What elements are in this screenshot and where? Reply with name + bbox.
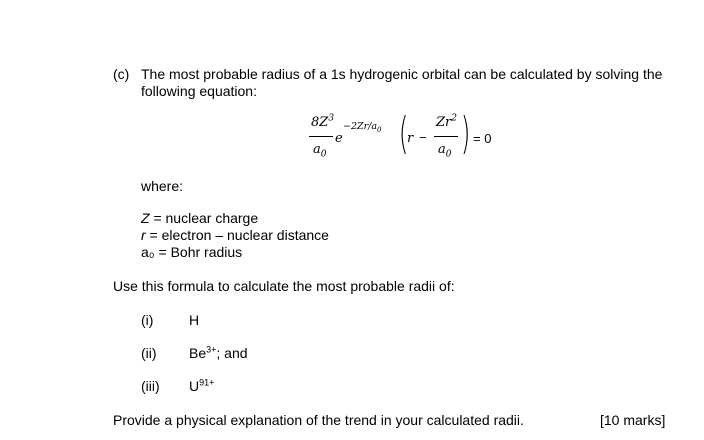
item-number-i: (i) <box>141 312 154 328</box>
eq-inner-numerator: Zr$^2$ <box>436 113 457 130</box>
eq-exponent: $-2Zr/a_0$ <box>343 121 382 134</box>
eq-coef-fraction-line <box>309 136 333 137</box>
question-intro-cont: following equation: <box>141 83 257 99</box>
eq-rhs: = 0 <box>473 131 492 146</box>
instruction-text: Use this formula to calculate the most probable radii of: <box>113 278 455 294</box>
eq-coef-numerator: $8Z^3$ <box>311 113 335 130</box>
definition-r: r = electron – nuclear distance <box>141 227 329 243</box>
eq-minus: − <box>419 130 427 145</box>
definition-a0: a₀ = Bohr radius <box>141 244 243 260</box>
item-number-iii: (iii) <box>141 378 160 394</box>
where-label: where: <box>141 178 184 194</box>
eq-left-paren: ( <box>398 108 409 159</box>
question-label: (c) <box>113 66 130 82</box>
eq-right-paren: ) <box>460 108 471 159</box>
item-species-h: H <box>189 312 200 328</box>
definition-z: Z = nuclear charge <box>141 210 259 226</box>
item-species-u: $U^{91+}$ <box>189 377 215 394</box>
eq-inner-r: r <box>407 131 414 146</box>
eq-inner-denominator: $a_0$ <box>438 142 452 160</box>
marks-label: [10 marks] <box>600 412 666 428</box>
closing-text: Provide a physical explanation of the trend in your calculated radii. <box>113 412 524 428</box>
item-number-ii: (ii) <box>141 345 157 361</box>
eq-inner-fraction-line <box>434 136 458 137</box>
eq-coef-denominator: $a_0$ <box>313 142 327 160</box>
question-intro: The most probable radius of a 1s hydrogenic orbital can be calculated by solving the <box>141 66 663 82</box>
eq-exp-base: e <box>335 131 343 146</box>
item-species-be: $Be^{3+}$; and <box>189 344 248 361</box>
